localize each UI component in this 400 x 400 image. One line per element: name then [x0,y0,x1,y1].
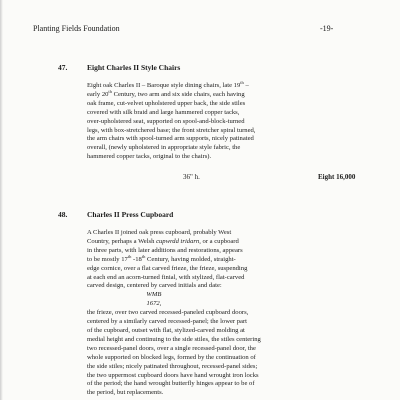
description-line: medial height and continuing to the side stiles, the stiles centering [87,335,261,343]
description-line: whole supported on blocked legs, formed by the continuation of [87,353,256,361]
description-line: centered by a similarly carved recessed-panel; the lower part [87,318,248,326]
description-line: overall, (newly upholstered in appropriate style fabric, the [87,144,241,152]
description-line: edge cornice, over a flat carved frieze, the frieze, suspending [87,264,248,272]
description-line: Country, perhaps a Welsh cupwrdd tridarn, or a cupboard [87,237,239,245]
lot-dimensions: 36" h. [183,173,200,181]
description-line: in three parts, with later additions and restorations, appears [87,246,243,254]
description-line: of the cupboard, outset with flat, stylized-carved molding at [87,326,245,334]
carved-initials: WMB [146,291,162,299]
description-line: two recessed-panel doors, over a single recessed-panel door, the [87,344,256,352]
lot-description [87,229,261,398]
description-line: the side stiles; nicely patinated throughout, recessed-panel sides; [87,362,258,370]
carved-date: 1672, [146,300,162,308]
header-title: Planting Fields Foundation [33,24,120,33]
lot-title: Eight Charles II Style Chairs [87,63,181,72]
description-line: hammered copper tacks, original to the chairs). [87,153,212,161]
lot-number: 48. [58,210,68,219]
description-line: at each end an acorn-turned finial, with stylized, flat-carved [87,273,245,281]
lot-estimate: Eight 16,000 [318,173,356,181]
description-line: over-upholstered seat, supported on spool-and-block-turned [87,117,245,125]
lot-number: 47. [58,63,68,72]
lot-title: Charles II Press Cupboard [87,210,174,219]
scan-edge-shadow [0,0,3,400]
description-line: the period, but replacements. [87,389,164,397]
description-line: early 20th Century, two arm and six side chairs, each having [87,88,245,98]
description-line: the two uppermost cupboard doors have hand wrought iron locks [87,371,259,379]
description-line: covered with silk braid and large hammered copper tacks, [87,108,240,116]
description-line: the frieze, over two carved recessed-paneled cupboard doors, [87,309,249,317]
description-line: carved design, centered by carved initials and date: [87,282,222,290]
description-line: A Charles II joined oak press cupboard, probably West [87,229,232,236]
description-line: to be mostly 17th -18th Century, having molded, straight- [87,253,236,263]
description-line: of the period; the hand wrought butterfly hinges appear to be of [87,380,255,388]
page-number: -19- [320,24,334,33]
description-line: Eight oak Charles II – Baroque style dining chairs, late 19th – [87,79,249,89]
lot-description [87,79,256,162]
description-line: oak frame, cut-velvet upholstered upper back, the side stiles [87,99,246,107]
description-line: the arm chairs with spool-turned arm supports, nicely patinated [87,135,254,143]
description-line: legs, with box-stretchered base; the front stretcher spiral turned, [87,126,256,134]
